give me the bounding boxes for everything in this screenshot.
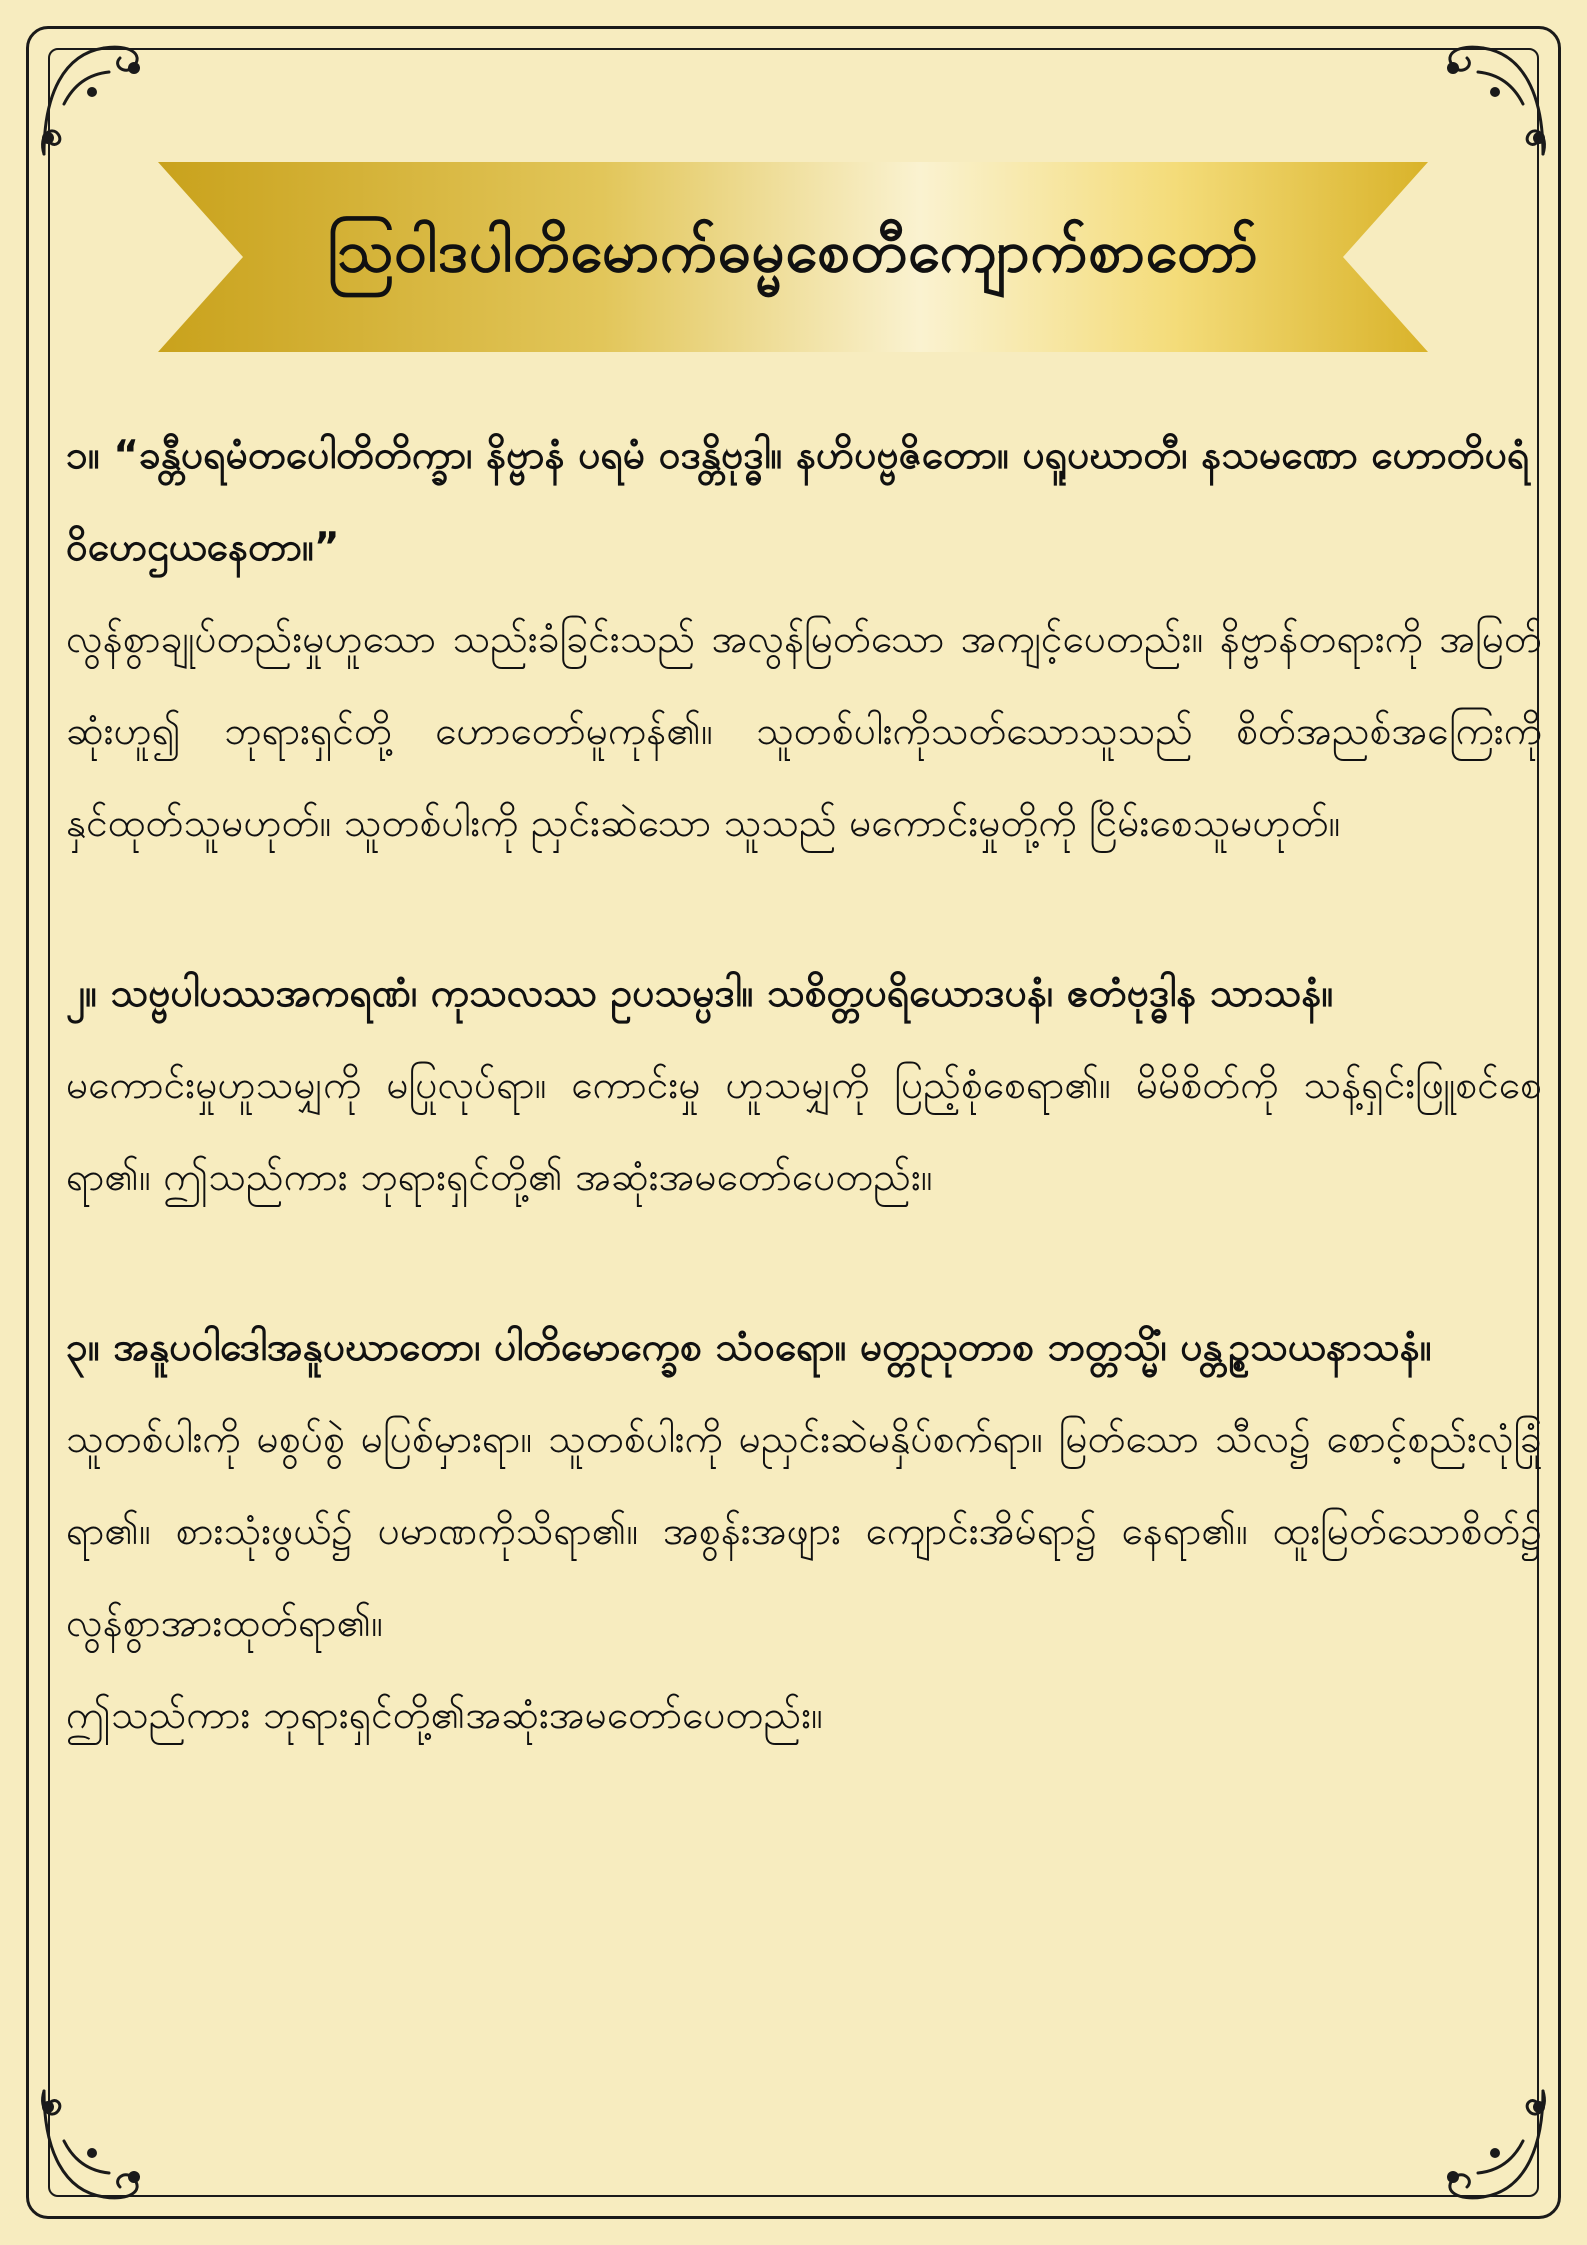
section-3 bbox=[66, 1302, 1542, 1762]
pali-verse: ၂။ သဗ္ဗပါပဿအကရဏံ၊ ကုသလဿ ဥပသမ္ပဒါ။ သစိတ္တပရိယောဒပနံ၊ ဧတံဗုဒ္ဓါန သာသနံ။ bbox=[66, 971, 1334, 1016]
corner-flourish-icon bbox=[34, 34, 164, 164]
translation-text: သူတစ်ပါးကို မစွပ်စွဲ မပြစ်မှားရာ။ သူတစ်ပါးကို မညှင်းဆဲမနှိပ်စက်ရာ။ မြတ်သော သီလ၌ စောင့်စည်းလုံခြုံရာ၏။ စားသုံးဖွယ်၌ ပမာဏကိုသိရာ၏။ အစွန်းအဖျား ကျောင်းအိမ်ရာ၌ နေရာ၏။ ထူးမြတ်သောစိတ်၌ လွန်စွာအားထုတ်ရာ၏။ bbox=[66, 1417, 1542, 1646]
section-1 bbox=[66, 410, 1542, 870]
corner-flourish-icon bbox=[34, 2081, 164, 2211]
translation-text: လွန်စွာချုပ်တည်းမှုဟူသော သည်းခံခြင်းသည် အလွန်မြတ်သော အကျင့်ပေတည်း။ နိဗ္ဗာန်တရားကို အမြတ်ဆုံးဟူ၍ ဘုရားရှင်တို့ ဟောတော်မူကုန်၏။ သူတစ်ပါးကိုသတ်သောသူသည် စိတ်အညစ်အကြေးကို နှင်ထုတ်သူမဟုတ်။ သူတစ်ပါးကို ညှင်းဆဲသော သူသည် မကောင်းမှုတို့ကို ငြိမ်းစေသူမဟုတ်။ bbox=[66, 617, 1542, 846]
pali-verse: ၃။ အနူပဝါဒေါအနူပဃာတော၊ ပါတိမောက္ခေစ သံဝရော။ မတ္တညုတာစ ဘတ္တသ္မိံ၊ ပန္တဥ္စသယနာသနံ။ bbox=[66, 1325, 1432, 1370]
content bbox=[66, 410, 1542, 1840]
pali-verse: ၁။ “ခန္တီပရမံတပေါတိတိက္ခာ၊ နိဗ္ဗာနံ ပရမံ ဝဒန္တိဗုဒ္ဓါ။ နဟိပဗ္ဗဇိတော။ ပရူပဃာတီ၊ နသမဏော ဟောတိပရံဝိဟေဌယနေတာ။” bbox=[66, 433, 1530, 570]
section-2 bbox=[66, 948, 1542, 1224]
translation-text: မကောင်းမှုဟူသမျှကို မပြုလုပ်ရာ။ ကောင်းမှု ဟူသမျှကို ပြည့်စုံစေရာ၏။ မိမိစိတ်ကို သန့်ရှင်းဖြူစင်စေရာ၏။ ဤသည်ကား ဘုရားရှင်တို့၏ အဆုံးအမတော်ပေတည်း။ bbox=[66, 1063, 1542, 1200]
page-title: ဩဝါဒပါတိမောက်ဓမ္မစေတီကျောက်စာတော် bbox=[327, 216, 1259, 285]
title-banner bbox=[158, 162, 1428, 352]
corner-flourish-icon bbox=[1423, 2081, 1553, 2211]
closing-line: ဤသည်ကား ဘုရားရှင်တို့၏အဆုံးအမတော်ပေတည်း။ bbox=[66, 1693, 823, 1738]
corner-flourish-icon bbox=[1423, 34, 1553, 164]
